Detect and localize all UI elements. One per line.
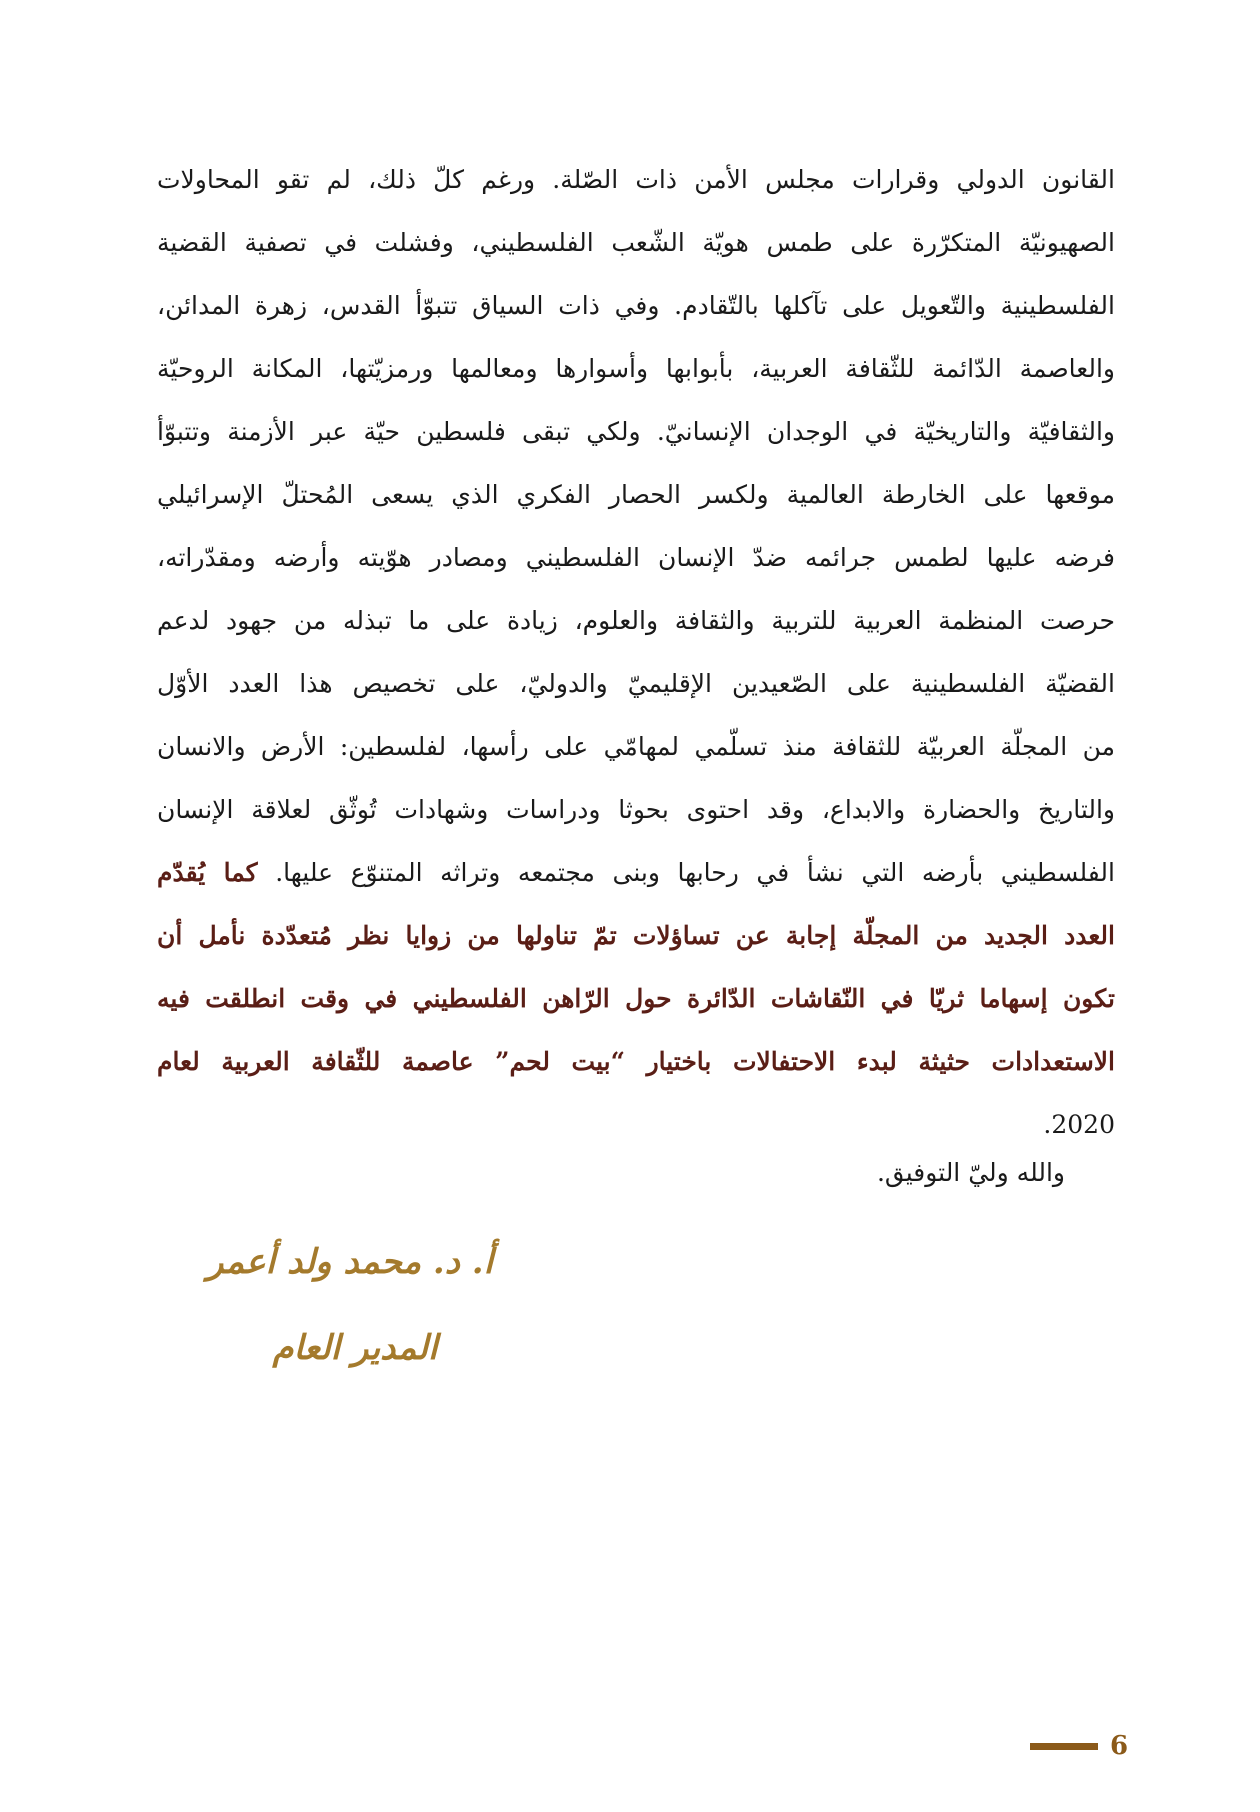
paragraph-line: الفلسطينية والتّعويل على تآكلها بالتّقادم. وفي ذات السياق تتبوّأ القدس، زهرة المدائن، [157,291,1115,320]
paragraph-last-line: 2020. [1043,1110,1115,1139]
paragraph-line: القضيّة الفلسطينية على الصّعيدين الإقليميّ والدوليّ، على تخصيص هذا العدد الأوّل [157,669,1115,698]
signature-name: أ. د. محمد ولد أعمر [206,1242,494,1282]
highlighted-line: تكون إسهاما ثريّا في النّقاشات الدّائرة حول الرّاهن الفلسطيني في وقت انطلقت فيه [157,984,1115,1013]
paragraph-line-plain-part: الفلسطيني بأرضه التي نشأ في رحابها وبنى مجتمعه وتراثه المتنوّع عليها. [275,858,1115,887]
paragraph-line: فرضه عليها لطمس جرائمه ضدّ الإنسان الفلسطيني ومصادر هوّيته وأرضه ومقدّراته، [157,543,1115,572]
paragraph-line: والثقافيّة والتاريخيّة في الوجدان الإنسانيّ. ولكي تبقى فلسطين حيّة عبر الأزمنة وتتبوّأ [157,417,1115,446]
page-number: 6 [1110,1731,1129,1761]
highlighted-line: العدد الجديد من المجلّة إجابة عن تساؤلات تمّ تناولها من زوايا نظر مُتعدّدة نأمل أن [157,921,1115,950]
footer-rule [1030,1743,1098,1750]
highlighted-line: الاستعدادات حثيثة لبدء الاحتفالات باختيار “بيت لحم” عاصمة للثّقافة العربية لعام [157,1047,1115,1076]
paragraph-line: القانون الدولي وقرارات مجلس الأمن ذات الصّلة. ورغم كلّ ذلك، لم تقو المحاولات [157,165,1115,194]
signature-title: المدير العام [272,1328,438,1368]
paragraph-line: والتاريخ والحضارة والابداع، وقد احتوى بحوثا ودراسات وشهادات تُوثّق لعلاقة الإنسان [157,795,1115,824]
page-footer [1030,1726,1128,1766]
body-text [157,148,1115,1156]
paragraph-line: من المجلّة العربيّة للثقافة منذ تسلّمي لمهامّي على رأسها، لفلسطين: الأرض والانسان [157,732,1115,761]
paragraph-line: والعاصمة الدّائمة للثّقافة العربية، بأبوابها وأسوارها ومعالمها ورمزيّتها، المكانة الروحيّة [157,354,1115,383]
paragraph-line: موقعها على الخارطة العالمية ولكسر الحصار الفكري الذي يسعى المُحتلّ الإسرائيلي [157,480,1115,509]
paragraph-line: حرصت المنظمة العربية للتربية والثقافة والعلوم، زيادة على ما تبذله من جهود لدعم [157,606,1115,635]
paragraph-line-mixed [157,841,1115,904]
paragraph-line: الصهيونيّة المتكرّرة على طمس هويّة الشّعب الفلسطيني، وفشلت في تصفية القضية [157,228,1115,257]
closing-phrase: والله وليّ التوفيق. [876,1158,1065,1187]
highlighted-text: كما يُقدّم [157,858,258,887]
